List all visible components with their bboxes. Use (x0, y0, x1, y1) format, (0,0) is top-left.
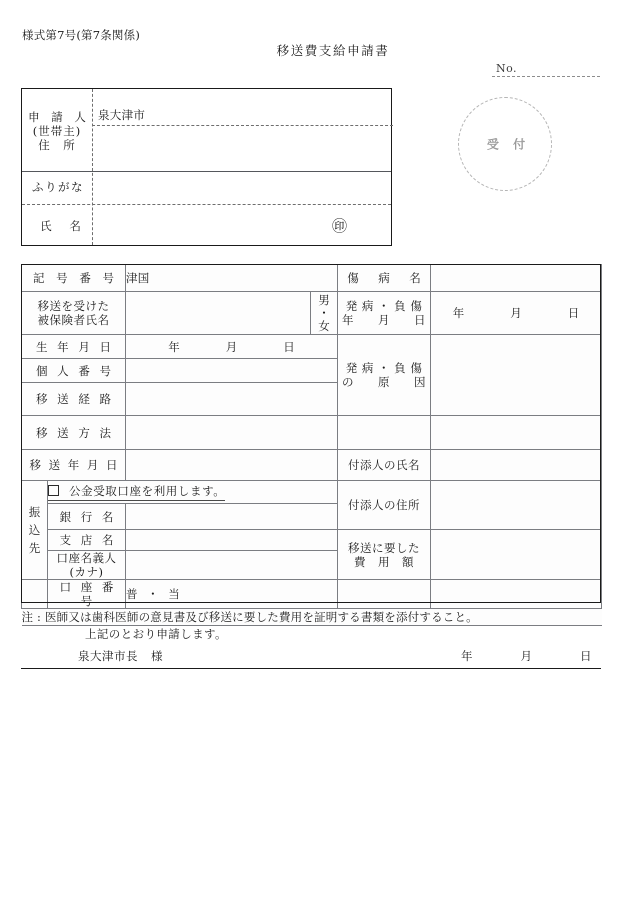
applicant-address-value[interactable]: 泉大津市 (98, 108, 146, 122)
insured-name-label (22, 292, 126, 335)
applicant-address-label-line3: 住 所 (38, 138, 76, 152)
onset-date-label-line1: 発 病 ・ 負 傷 (345, 299, 423, 313)
onset-cause-filler-right (431, 416, 602, 450)
table-row-symbol-injury (22, 265, 602, 292)
table-row-birthdate (22, 335, 602, 359)
transfer-destination-label (22, 481, 48, 580)
table-row-transport-date-attendant (22, 450, 602, 481)
injury-name-value[interactable] (431, 265, 602, 292)
transport-cost-filler-right (431, 580, 602, 609)
onset-cause-label (338, 335, 431, 416)
onset-date-label (338, 292, 431, 335)
reception-no-field (492, 62, 604, 77)
addressee-name: 泉大津市長 (78, 649, 138, 663)
public-account-checkbox-label: 公金受取口座を利用します。 (69, 484, 226, 498)
transport-method-value[interactable] (126, 416, 338, 450)
onset-cause-label-line2: の 原 因 (342, 375, 427, 389)
attachment-note: 注 : 医師又は歯科医師の意見書及び移送に要した費用を証明する書類を添付すること。 (22, 609, 602, 626)
applicant-address-dash-rule (92, 125, 393, 126)
table-row-account-number (22, 580, 602, 609)
public-account-checkbox-row[interactable] (48, 481, 338, 504)
attendant-address-value[interactable] (431, 481, 602, 530)
transport-route-label: 移 送 経 路 (22, 383, 126, 416)
birthdate-month-marker: 月 (225, 339, 238, 354)
applicant-address-label (22, 110, 92, 152)
transport-cost-value[interactable] (431, 530, 602, 580)
bank-name-label: 銀 行 名 (48, 504, 126, 530)
applicant-address-label-line2: (世帯主) (32, 124, 82, 138)
personal-number-value[interactable] (126, 359, 338, 383)
form-number: 様式第7号(第7条関係) (22, 28, 141, 42)
attendant-name-value[interactable] (431, 450, 602, 481)
application-details-table (21, 264, 602, 626)
branch-name-label: 支 店 名 (48, 530, 126, 551)
transport-cost-filler-left (338, 580, 431, 609)
branch-name-value[interactable] (126, 530, 338, 551)
transport-method-label: 移 送 方 法 (22, 416, 126, 450)
applicant-box (21, 88, 392, 246)
reception-no-rule[interactable] (492, 76, 600, 77)
public-account-checkbox[interactable] (48, 485, 59, 496)
addressee-line (78, 648, 163, 664)
table-row-branch-name (22, 530, 602, 551)
reception-stamp-circle (458, 97, 552, 191)
transport-route-value[interactable] (126, 383, 338, 416)
transfer-label-char2: 込 (28, 523, 41, 537)
reception-stamp-label: 受 付 (486, 137, 531, 152)
gender-male-option[interactable]: 男 (318, 292, 330, 307)
seal-stamp-icon: ㊞ (332, 217, 348, 235)
onset-cause-value[interactable] (431, 335, 602, 416)
applicant-furigana-separator (22, 204, 391, 205)
onset-date-label-line2: 年 月 日 (342, 313, 427, 327)
document-title: 移送費支給申請書 (276, 43, 390, 58)
applicant-address-label-line1: 申 請 人 (28, 110, 90, 124)
table-row-insured-onset (22, 292, 602, 335)
footer-bottom-rule (21, 668, 601, 669)
submission-year-marker: 年 (461, 649, 473, 663)
onset-cause-label-line1: 発 病 ・ 負 傷 (345, 361, 423, 375)
transfer-label-spacer (22, 580, 48, 609)
public-account-checkbox-group[interactable] (48, 483, 225, 501)
attendant-address-label: 付添人の住所 (338, 481, 431, 530)
birthdate-year-marker: 年 (168, 339, 180, 354)
insured-name-label-line1: 移送を受けた (37, 299, 110, 313)
symbol-number-value[interactable]: 津国 (126, 265, 338, 292)
personal-number-label: 個 人 番 号 (22, 359, 126, 383)
applicant-name-label: 氏 名 (40, 219, 88, 233)
gender-selector[interactable] (311, 292, 338, 335)
onset-date-year-marker: 年 (452, 306, 465, 320)
birthdate-label: 生 年 月 日 (22, 335, 126, 359)
transfer-label-char1: 振 (28, 505, 41, 519)
submission-month-marker: 月 (520, 649, 532, 663)
table-row-transport-method (22, 416, 602, 450)
attendant-name-label: 付添人の氏名 (338, 450, 431, 481)
submission-date-field[interactable] (461, 648, 592, 664)
onset-date-day-marker: 日 (567, 306, 580, 320)
symbol-number-label: 記 号 番 号 (22, 265, 126, 292)
table-row-note (22, 609, 602, 626)
declaration-text: 上記のとおり申請します。 (85, 627, 227, 641)
account-holder-value[interactable] (126, 551, 338, 580)
bank-name-value[interactable] (126, 504, 338, 530)
transport-date-value[interactable] (126, 450, 338, 481)
submission-day-marker: 日 (580, 649, 592, 663)
applicant-furigana-label: ふりがな (32, 180, 84, 194)
reception-no-label: No. (496, 62, 518, 75)
birthdate-day-marker: 日 (283, 339, 295, 354)
account-holder-label-line1: 口座名義人 (56, 551, 117, 565)
insured-name-label-line2: 被保険者氏名 (37, 313, 110, 327)
addressee-honorific: 様 (151, 649, 163, 663)
gender-female-option[interactable]: 女 (318, 318, 330, 333)
account-holder-label-line2: (カナ) (69, 565, 104, 579)
account-number-label: 口 座 番 号 (48, 580, 126, 609)
table-row-public-account (22, 481, 602, 504)
insured-name-value[interactable] (126, 292, 311, 335)
onset-date-month-marker: 月 (510, 306, 522, 320)
account-type-options[interactable]: 普 ・ 当 (126, 580, 338, 609)
birthdate-value[interactable] (126, 335, 338, 359)
account-holder-label (48, 551, 126, 580)
transfer-label-char3: 先 (28, 541, 41, 555)
transport-cost-label (338, 530, 431, 580)
onset-date-value[interactable] (431, 292, 602, 335)
gender-separator-dot: ・ (318, 305, 330, 320)
transport-date-label: 移 送 年 月 日 (22, 450, 126, 481)
transport-cost-label-line2: 費 用 額 (354, 554, 415, 569)
onset-cause-filler-left (338, 416, 431, 450)
transport-cost-label-line1: 移送に要した (348, 540, 421, 555)
injury-name-label: 傷 病 名 (338, 265, 431, 292)
